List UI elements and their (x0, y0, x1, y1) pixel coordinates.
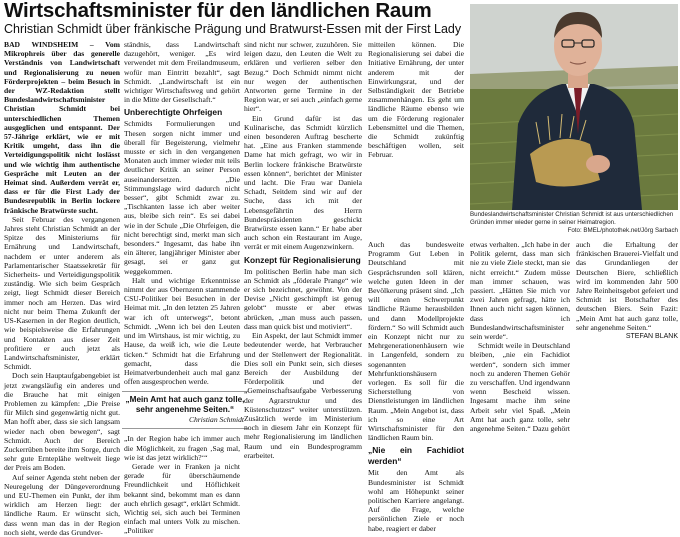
article-column-3 (244, 40, 362, 460)
article-column-5 (368, 240, 464, 533)
article-column-1 (4, 40, 120, 537)
body-paragraph: Doch sein Hauptaufgabengebiet ist jetzt zwangsläufig ein anderes und die Brauche hat mit einigen Problemen zu kämpfen: „Die Preise für Milch sind gegenwärtig nicht gut. Man hofft aber, dass sie sich langsam wieder nach oben bewegen“, sagt Schmidt. Auch der Bereich Zuckerrüben bereite ihm Sorge, durch sehr gute Ernteplähe weltweit liege der Preis am Boden. (4, 371, 120, 473)
article-column-7 (576, 240, 678, 406)
body-paragraph: etwas verhalten. „Ich habe in der Politik gelernt, dass man sich nie zu viele Ziele steckt, man sie nicht erreicht.“ Zudem müsse man immer schauen, was passiert. „Hätten Sie mich vor zwei Jahren gefragt, hätte ich Ihnen auch nicht sagen können, dass ich Bundeslandwirtschaftsminister sein werde“. (470, 240, 570, 342)
photo-caption (470, 211, 678, 234)
body-paragraph: Ein Grund dafür ist das Kulinarische, das Schmidt kürzlich einen besonderen Auftrag bescherte hat. „Eine aus Franken stammende Dame hat mich gefragt, wo wir in Berlin lockere fränkische Bratwürste essen können“, berichtet der Minister und lacht. Die Frau war Daniela Schadt, Seitdem sind wir auf der Suche, dass ich mit der Lebensgefährtin des Herrn Bundespräsidenten geschickt Bratwürste essen kann.“ Er habe aber auch schon ein Restaurant im Auge, verrät er mit einem Augenzwinkern. (244, 113, 362, 252)
article-column-6 (470, 240, 570, 434)
pull-quote (122, 391, 248, 429)
article-column-4 (368, 40, 464, 215)
body-paragraph: Ein Aspekt, der laut Schmidt immer bedeutender werde, hat Verbraucher und der Stellenwert der Regionalität. Dies soll ein Punkt sein, sich dieses Bereich der Ausbildung der Förderpolitik und der „Gemeinschaftsaufgabe Verbesserung der Agrarstruktur und des Küstenschutzes“ weiter unterstützen. Zusätzlich werde im Ministerium noch in diesem Jahr ein Konzept für mehr Regionalisierung im ländlichen Raum und ein Bundesprogramm erarbeitet. (244, 331, 362, 460)
minister-photo (470, 4, 678, 210)
body-paragraph: sind nicht nur schwer, zuzuhören. Sie leigen dazu, den Leuten die Welt zu erklären und verlieren selber den Bezug.“ Doch Schmidt nimmt nicht nur wegen der authentischen Antworten gerne Termine in der Region war, er sei auch „einfach gerne hier“. (244, 40, 362, 114)
body-paragraph: ständnis, dass Landwirtschaft dazugehört, weniger. „Es wird verwendet mit dem Freilandmuseum, wofür man Eintritt bezahlt“, sagt Schmidt. „Landwirtschaft ist ein wichtiger Wirtschaftsweg und gehört in die Mitte der Gesellschaft.“ (124, 40, 240, 105)
body-paragraph: auch die Erhaltung der fränkischen Brauerei-Vielfalt und das Grundanliegen der Deutschen Biere, schließlich wird im kommenden Jahr 500 Jahre Reinheitsgebot gefeiert und Schmidt ist Botschafter des deutschen Biers. Sein Fazit: „Mein Amt hat auch ganz tolle, sehr angenehme Seiten.“ (576, 240, 679, 332)
subheadline: Christian Schmidt über fränkische Prägung und Bratwurst-Essen mit der First Lady (4, 22, 462, 36)
crosshead-konzept-fuer-regionalisierung: Konzept für Regionalisierung (244, 254, 361, 265)
body-paragraph: Schmidt weile in Deutschland bleiben, „nie ein Fachidiot werden“, sondern sich immer noch zu anderen Themen Gehör zu verschaffen. Und irgendwann wenn Bescheid wissen. Ingesamt mache ihm seine Arbeit sehr viel Spaß. „Mein Amt hat auch ganz tolle, sehr angenehme Seiten.“ Dazu gehört (470, 341, 570, 434)
photo-credit: Foto: BMEL/photothek.net/Jörg Sarbach (567, 226, 678, 234)
crosshead-nie-ein-fachidiot: „Nie ein Fachidiot werden“ (368, 445, 464, 467)
body-paragraph: Mit den Amt als Bundesminister ist Schmidt wohl am Höhepunkt seiner politischen Karriere angelangt. Auf die Frage, welche persönlichen Ziele er noch habe, reagiert er daber (368, 468, 464, 533)
body-paragraph: Auch das bundesweite Programm Gut Leben in Deutschland mit Gesprächsrunden soll klären, welche guten Ideen in der Bevölkerung präsent sind. „Ich will einen Schwerpunkt ländliche Räume herausbilden und dann Modellprojekte fördern.“ So will Schmidt auch ein Konzept nicht nur zu Mehrgenerationenhäusern wie in Langenfeld, sondern zu sogenannten Mehrfunktionshäusern vorlegen. Es soll für die Sicherstellung von Dienstleistungen im ländlichen Raum. „Mein Angebot ist, dass ich so eine Art Wirtschaftsminister für den ländlichen Raum bin. (368, 240, 464, 443)
pull-quote-text: „Mein Amt hat auch ganz tolle, sehr angenehme Seiten.“ (125, 395, 245, 415)
body-paragraph: Auf seiner Agenda steht neben der Neuregelung der Düngeverordnung und EU-Themen ein Punkt, der ihm wirklich am Herzen liegt: der ländliche Raum. Er wünscht sich, dass wenn man das in der Region noch sieht, werde das Grundver- (4, 472, 120, 537)
body-paragraph: Schmidts Formulierungen und Thesen sorgen nicht immer und überall für Begeisterung, vielmehr musste er sich in den vergangenen Monaten auch immer wieder mit teils deutlicher Kritik an seiner Person auseinandersetzen. „Die Stimmungslage wird dadurch nicht besser“, gibt Schmidt zwar zu. „Tischkanten lasse ich aber weiter aus, bleibe sich rein“. Es sei dabei wie in der Schule „Die Ohrfeigen, die nicht berechtigt sind, merkt man sich besonders.“ Ingesamt, das habe ihn ein älterer, langjähriger Minister aber gesagt, sei er ganz gut weggekommen. (124, 119, 240, 276)
body-paragraph: Im politischen Berlin habe man sich an Schmidt als „föderale Prange“ wie er sich bezeichnet, gewöhnt. Von der Devise „Nicht geschimpft ist genug gelobt“ musste er aber etwas abrücken, „man muss auch passen, dass man quick bist und motiviert“. (244, 266, 362, 331)
body-paragraph: Gerade wer in Franken ja nicht gerade für überschäumende Freundlichkeit und Höflichkeit bekannt sind, bekommt man es dann auch ehrlich gesagt“, erklärt Schmidt. Wichtig sei, sich auch bei Terminen einfach mal unters Volk zu mischen. „Politiker (124, 461, 240, 536)
author-signature: STEFAN BLANK (625, 333, 678, 341)
body-paragraph: Halt und wichtige Erkenntnisse nimmt der aus Obernzenn stammende CSU-Politiker bei Besuchen in der Heimat mit. „In den letzten 25 Jahren war ich oft unterwegs“, betont Schmidt. „Wenn ich bei den Leuten und im Wirtshaus, ist mir wichtig, zu Hause, da weiß ich, wie die Leute ticken.“ Schmidt hat die Erfahrung gemacht, dass die Heimatverbundenheit auch mal ganz offen ausgesprochen werde. (124, 275, 240, 387)
body-paragraph: Seit Februar des vergangenen Jahres steht Christian Schmidt an der Spitze des Ministeriums für Ernährung und Landwirtschaft, nachdem er unter anderem als Parlamentarischer Staatssekretär für Sicherheits- und Verteidigungspolitik zuständig. Wie sich beim Gespräch zeigt, liegt Schmidt dieser Bereich immer noch am Herzen. Das wird nicht nur beim Thema Zukunft der US-Kasernen in der Region deutlich, wie beispielsweise die Erfahrungen und Kontakten aus dieser Zeit profitiere er auch jetzt als Landwirtschaftsminister, erklärt Schmidt. (4, 214, 120, 372)
minister-photo-illustration (470, 4, 678, 210)
crosshead-unberechtigte-ohrfeigen: Unberechtigte Ohrfeigen (124, 107, 223, 118)
body-paragraph: „In der Region habe ich immer auch die Möglichkeit, zu fragen ‚Sag mal, wie ist das jetzt wirklich?‘“ (124, 434, 240, 462)
body-paragraph: mitteilen können. Die Regionalisierung sei dabei die Initiative Ernährung, der unter anderem mit der Einwirkungsrat, und der Selbständigkeit der Betriebe zusammenhängen. Es geht um ländliche Räume ebenso wie um die Förderung regionaler Lebensmittel und die Themen, die Schmidt zukünftig beschäftigen wollen, seit Februar. (368, 40, 464, 160)
headline: Wirtschaftsminister für den ländlichen Raum (4, 0, 432, 22)
article-column-2 (124, 40, 245, 536)
pull-quote-source: Christian Schmidt (188, 415, 244, 425)
photo-caption-text: Bundeslandwirtschaftsminister Christian Schmidt ist aus unterschiedlichen Gründen immer wieder gerne in seiner Heimatregion. (470, 211, 674, 226)
lead-paragraph: BAD WINDSHEIM – Vom Mikrophreis über das generelle Verständnis von Landwirtschaft und Regionalisierung zu neuen Förderprojekten – beim Besuch in der WZ-Redaktion stellt Bundeslandwirtschaftsminister Christian Schmidt bei unterschiedlichen Themen ausgeglichen und entspannt. Der 57-Jährige erklärt, wie er mit Kritik umgeht, dass ihn die Verteidigungspolitik nicht loslässt und wie wichtig ihm authentische Gespräche mit Leuten an der Heimat sind. Außerdem verrät er, dass er für die First Lady der Bundesrepublik in Berlin lockere fränkische Bratwürste sucht. (4, 40, 120, 215)
